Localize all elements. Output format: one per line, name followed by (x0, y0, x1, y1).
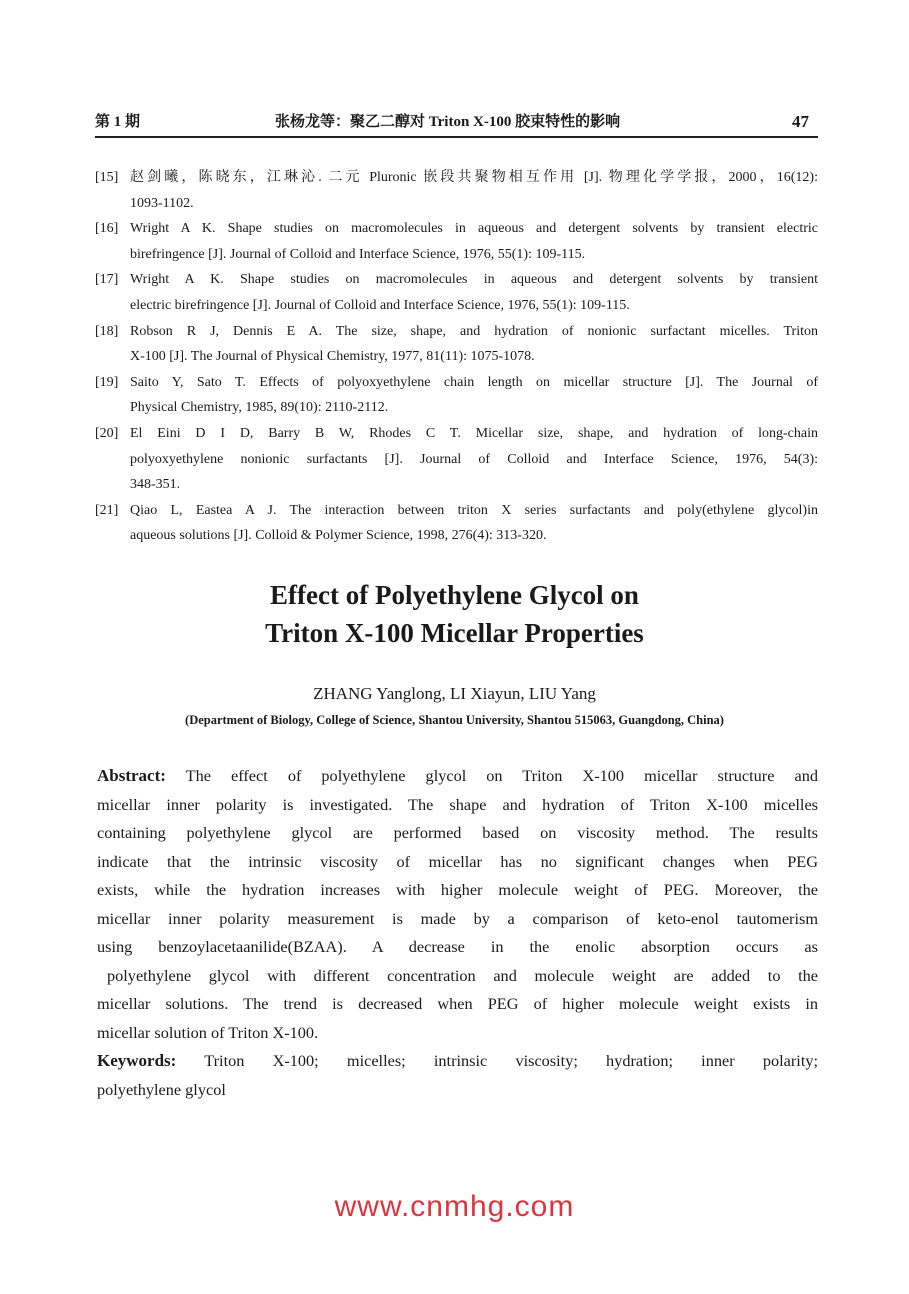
reference-line: polyoxyethylene nonionic surfactants [J]. Journal of Colloid and Interface Science, 1976, 54(3): (130, 451, 818, 467)
abstract-section (97, 762, 818, 1104)
reference-item (95, 370, 818, 421)
abstract-line: micellar solution of Triton X-100. (97, 1022, 319, 1042)
reference-number: [21] (95, 502, 119, 518)
reference-item (95, 319, 818, 370)
title-line-2: Triton X-100 Micellar Properties (265, 618, 644, 648)
paper-title (0, 576, 909, 652)
reference-number: [18] (95, 323, 119, 339)
reference-item (95, 216, 818, 267)
reference-number: [17] (95, 272, 119, 288)
reference-line: 赵剑曦，陈晓东，江琳沁. 二元 Pluronic 嵌段共聚物相互作用 [J]. 物理化学学报，2000，16(12): (130, 170, 818, 185)
reference-number: [20] (95, 425, 119, 441)
keywords-line: Keywords: Triton X-100; micelles; intrinsic viscosity; hydration; inner polarity; (97, 1051, 819, 1070)
abstract-line: indicate that the intrinsic viscosity of micellar has no significant changes when PEG (97, 851, 818, 871)
keywords-line: polyethylene glycol (97, 1079, 226, 1099)
header-rule (95, 136, 818, 138)
reference-number: [19] (95, 374, 119, 390)
reference-line: El Eini D I D, Barry B W, Rhodes C T. Micellar size, shape, and hydration of long-chain (130, 425, 818, 441)
abstract-line: exists, while the hydration increases with higher molecule weight of PEG. Moreover, the (97, 880, 818, 899)
reference-line: X-100 [J]. The Journal of Physical Chemistry, 1977, 81(11): 1075-1078. (130, 349, 535, 365)
abstract-line: Abstract: The effect of polyethylene glycol on Triton X-100 micellar structure and (97, 766, 818, 785)
reference-line: aqueous solutions [J]. Colloid & Polymer Science, 1998, 276(4): 313-320. (130, 528, 547, 544)
abstract-line: micellar inner polarity is investigated. The shape and hydration of Triton X-100 micelles (97, 794, 818, 814)
title-line-1: Effect of Polyethylene Glycol on (270, 580, 639, 610)
reference-line: Saito Y, Sato T. Effects of polyoxyethylene chain length on micellar structure [J]. The Journal of (130, 374, 818, 390)
keywords-label: Keywords: (97, 1051, 177, 1070)
page-number: 47 (792, 112, 809, 131)
reference-line: Wright A K. Shape studies on macromolecules in aqueous and detergent solvents by transient (130, 272, 818, 288)
reference-item (95, 498, 818, 549)
reference-line: electric birefringence [J]. Journal of Colloid and Interface Science, 1976, 55(1): 109-115. (130, 297, 630, 313)
abstract-line: micellar inner polarity measurement is made by a comparison of keto-enol tautomerism (97, 908, 818, 928)
running-header (95, 108, 817, 134)
abstract-line: using benzoylacetaanilide(BZAA). A decrease in the enolic absorption occurs as (97, 937, 818, 956)
affiliation: (Department of Biology, College of Science, Shantou University, Shantou 515063, Guangdong, China) (185, 713, 724, 727)
abstract-line: polyethylene glycol with different concentration and molecule weight are added to the (107, 965, 818, 985)
abstract-label: Abstract: (97, 766, 166, 785)
reference-line: 348-351. (130, 477, 181, 493)
issue-label: 第 1 期 (95, 114, 141, 130)
abstract-line: micellar solutions. The trend is decreased when PEG of higher molecule weight exists in (97, 994, 818, 1013)
reference-line: birefringence [J]. Journal of Colloid and Interface Science, 1976, 55(1): 109-115. (130, 246, 586, 262)
reference-item (95, 165, 818, 216)
abstract-line: containing polyethylene glycol are performed based on viscosity method. The results (97, 823, 818, 842)
reference-number: [16] (95, 221, 119, 237)
authors: ZHANG Yanglong, LI Xiayun, LIU Yang (313, 684, 596, 703)
reference-item (95, 267, 818, 318)
watermark: www.cnmhg.com (334, 1190, 575, 1223)
reference-line: 1093-1102. (130, 195, 194, 211)
reference-line: Robson R J, Dennis E A. The size, shape, and hydration of nonionic surfactant micelles. Triton (130, 323, 818, 339)
reference-line: Wright A K. Shape studies on macromolecules in aqueous and detergent solvents by transient electric (130, 221, 818, 237)
reference-number: [15] (95, 170, 119, 185)
reference-list (95, 165, 818, 549)
reference-line: Qiao L, Eastea A J. The interaction between triton X series surfactants and poly(ethylene glycol)in (130, 502, 818, 518)
running-title: 张杨龙等：聚乙二醇对 Triton X-100 胶束特性的影响 (275, 114, 621, 130)
reference-item (95, 421, 818, 498)
reference-line: Physical Chemistry, 1985, 89(10): 2110-2112. (130, 400, 389, 416)
